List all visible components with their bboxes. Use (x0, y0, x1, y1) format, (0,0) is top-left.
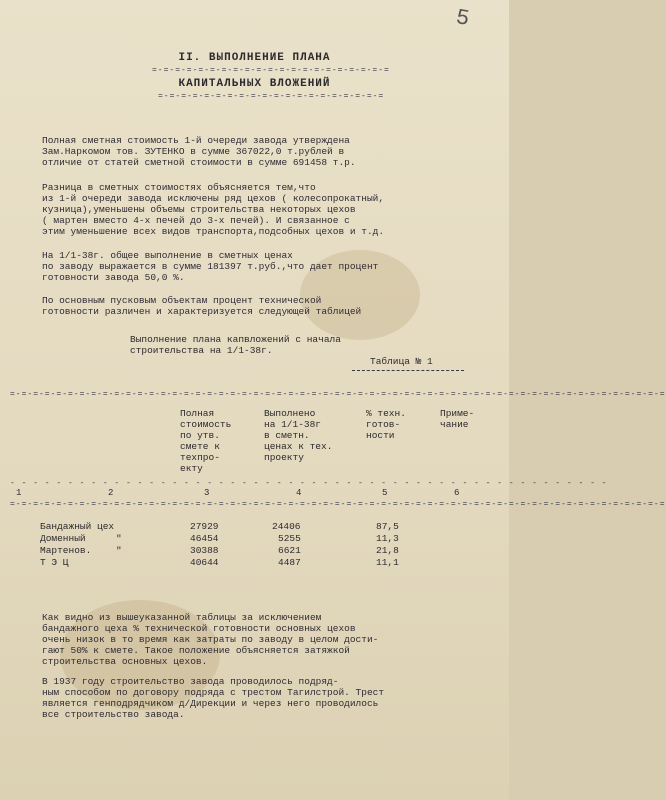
column-number: 5 (382, 488, 388, 498)
table-number-underline (352, 370, 464, 371)
table-header-cell: Полная стоимость по утв. смете к техпро- екту (180, 408, 232, 474)
table-cell-pct: 11,3 (376, 533, 399, 544)
paragraph: Разница в сметных стоимостях объясняется тем,что из 1-й очереди завода исключены ряд цехов ( колесопрокатный, кузница),уменьшены объемы строительства некоторых цехов ( мартен вместо 4-х печей до 3-х печей). И связанное с этим уменьшение всех видов транспорта,подсобных цехов и т.д. (42, 182, 385, 237)
paragraph: По основным пусковым объектам процент технической готовности различен и характеризуется следующей таблицей (42, 295, 362, 317)
paragraph: В 1937 году строительство завода проводилось подряд- ным способом по договору подряда с трестом Тагилстрой. Трест является генподрядчиком д/Дирекции и через него проводилось все строительство завода. (42, 676, 385, 720)
table-title: Выполнение плана капвложений с начала строительства на 1/1-38г. (130, 334, 341, 356)
table-number: Таблица № 1 (370, 356, 433, 367)
column-number: 6 (454, 488, 460, 498)
table-cell-done: 6621 (278, 545, 301, 556)
table-cell-pct: 87,5 (376, 521, 399, 532)
section-subheading: КАПИТАЛЬНЫХ ВЛОЖЕНИЙ (178, 78, 331, 90)
table-header-rule: - - - - - - - - - - - - - - - - - - - - - - - - - - - - - - - - - - - - - - - - - - - - - - - - - - - - (10, 479, 608, 488)
table-row-name: Доменный (40, 533, 86, 544)
paragraph: На 1/1-38г. общее выполнение в сметных ценах по заводу выражается в сумме 181397 т.руб.,что дает процент готовности завода 50,0 %. (42, 250, 379, 283)
table-header-cell: Выполнено на 1/1-38г в сметн. ценах к тех. проекту (264, 408, 333, 463)
column-number: 2 (108, 488, 114, 498)
table-row-name: Т Э Ц (40, 557, 69, 568)
heading-underline: =-=-=-=-=-=-=-=-=-=-=-=-=-=-=-=-=-=-=-= (158, 92, 385, 101)
table-row-ditto: " (116, 533, 122, 544)
table-cell-pct: 11,1 (376, 557, 399, 568)
column-number: 3 (204, 488, 210, 498)
table-row-name: Мартенов. (40, 545, 92, 556)
table-cell-total: 30388 (190, 545, 219, 556)
table-cell-total: 46454 (190, 533, 219, 544)
section-heading: II. ВЫПОЛНЕНИЕ ПЛАНА (178, 52, 331, 64)
table-row-name: Бандажный цех (40, 521, 115, 532)
paragraph: Как видно из вышеуказанной таблицы за исключением бандажного цеха % технической готовности основных цехов очень низок в то время как затраты по заводу в целом дости- гают 50% к смете. Такое положение объясняется затяжкой строительства основных цехов. (42, 612, 379, 667)
table-number-rule: =-=-=-=-=-=-=-=-=-=-=-=-=-=-=-=-=-=-=-=-=-=-=-=-=-=-=-=-=-=-=-=-=-=-=-=-=-=-=-=-=-=-=-=-=-=-=-=-=-=-=-=-=-=-=-=-= (10, 500, 666, 509)
column-number: 1 (16, 488, 22, 498)
table-cell-done: 24406 (272, 521, 301, 532)
table-cell-pct: 21,8 (376, 545, 399, 556)
table-cell-done: 5255 (278, 533, 301, 544)
table-header-cell: % техн. готов- ности (366, 408, 406, 441)
table-row-ditto: " (116, 545, 122, 556)
table-header-cell: Приме- чание (440, 408, 475, 430)
paragraph: Полная сметная стоимость 1-й очереди завода утверждена Зам.Наркомом тов. ЗУТЕНКО в сумме 367022,0 т.рублей в отличие от статей сметной стоимости в сумме 691458 т.р. (42, 135, 356, 168)
column-number: 4 (296, 488, 302, 498)
table-cell-total: 27929 (190, 521, 219, 532)
table-top-rule: =-=-=-=-=-=-=-=-=-=-=-=-=-=-=-=-=-=-=-=-=-=-=-=-=-=-=-=-=-=-=-=-=-=-=-=-=-=-=-=-=-=-=-=-=-=-=-=-=-=-=-=-=-=-=-=-= (10, 390, 666, 399)
heading-underline: =-=-=-=-=-=-=-=-=-=-=-=-=-=-=-=-=-=-=-=-= (152, 66, 390, 75)
page-mark: 5 (453, 5, 472, 32)
table-cell-total: 40644 (190, 557, 219, 568)
table-cell-done: 4487 (278, 557, 301, 568)
